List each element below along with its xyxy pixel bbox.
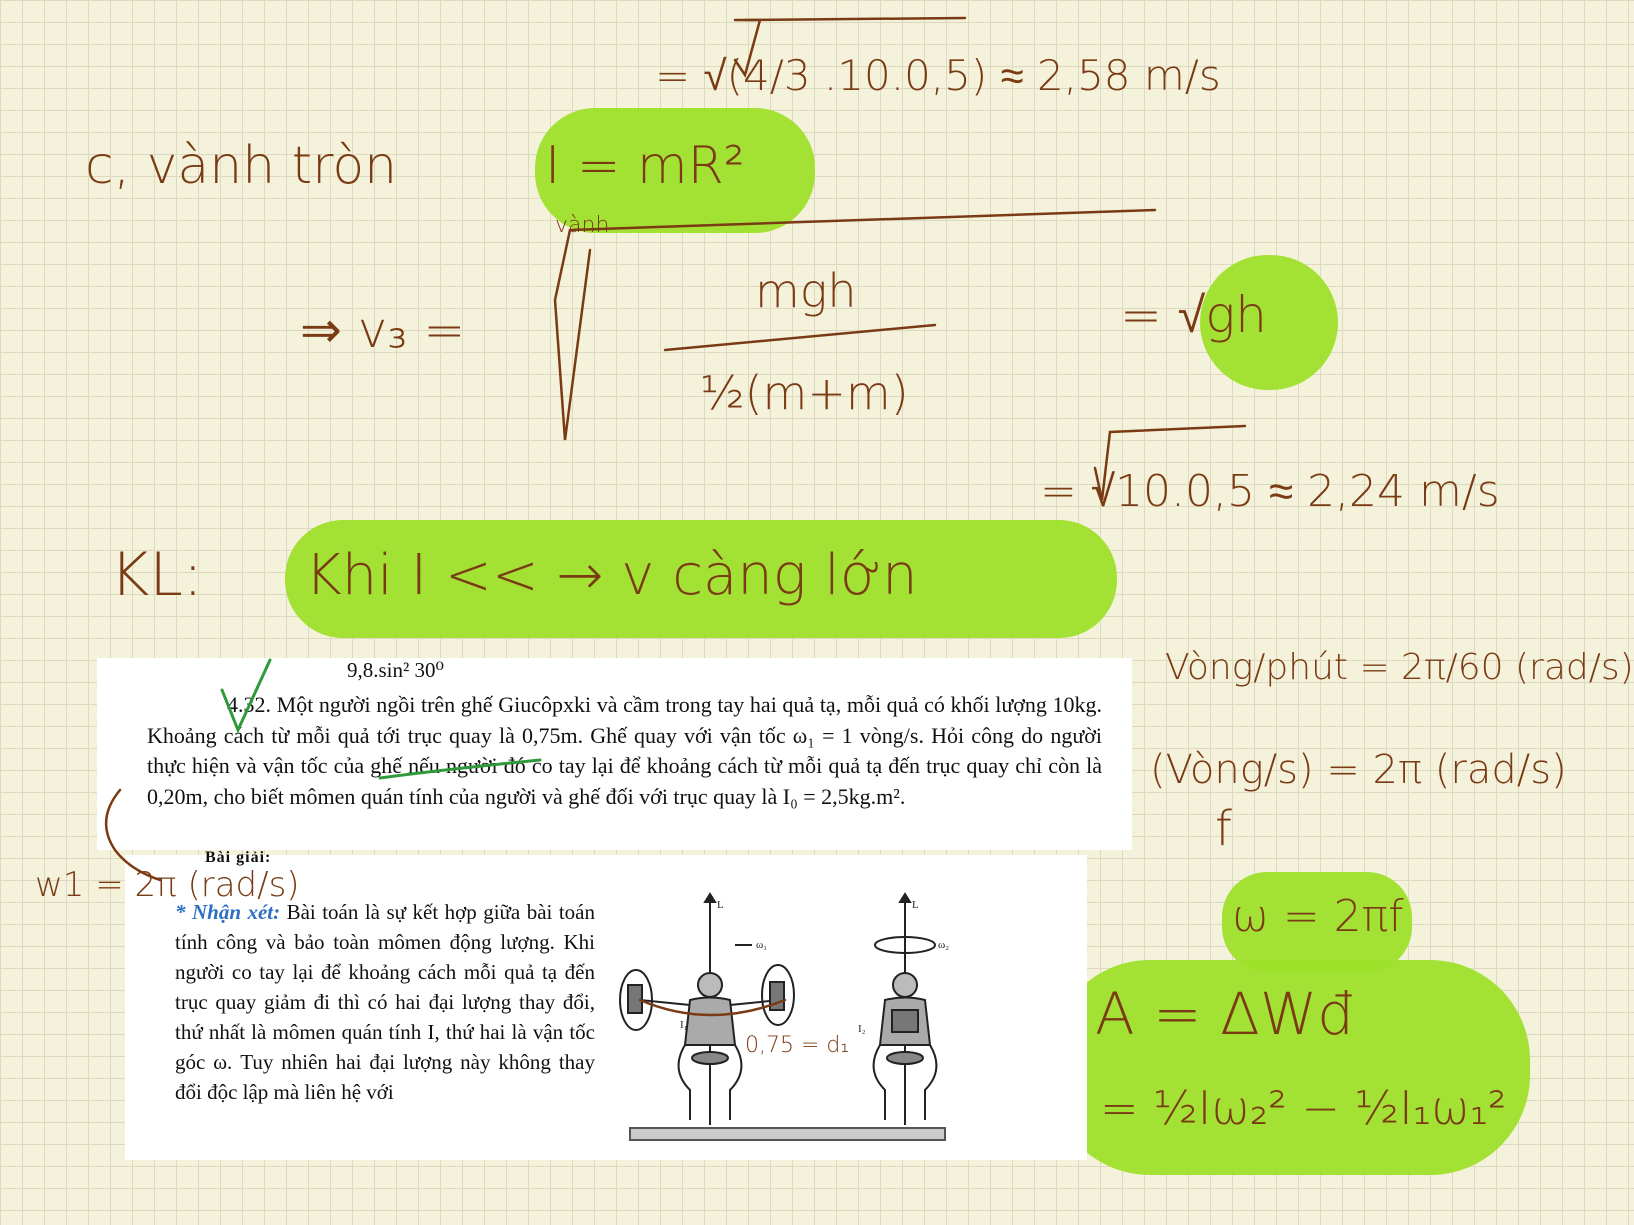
hw-frac-num: mgh — [755, 264, 857, 318]
fig-label-I1: I₁ — [680, 1019, 688, 1031]
fig-label-L1: L — [717, 899, 724, 911]
hw-rim-formula: I = mR² — [545, 136, 745, 196]
hw-top-line: = √(4/3 .10.0,5) ≈ 2,58 m/s — [655, 51, 1221, 100]
fig-label-w1: ω₁ — [756, 939, 768, 951]
solution-cut-heading: Bài giải: — [205, 849, 272, 866]
problem-text: 4.32. Một người ngồi trên ghế Giucôpxki và cầm trong tay hai quả tạ, mỗi quả có khối lượng 10kg. Khoảng cách từ mỗi quả tới trục quay là 0,75m. Ghế quay với vận tốc ω₁ = 1 vòng/s. Hỏi công do người thực hiện và vận tốc của ghế nếu người đó co tay lại để khoảng cách từ mỗi quả tạ đến trục quay chỉ còn là 0,20m, cho biết mômen quán tính của người và ghế đối với trục quay là I₀ = 2,5kg.m². — [147, 692, 1102, 809]
hw-sqrt-num: = √10.0,5 ≈ 2,24 m/s — [1040, 466, 1500, 517]
hw-rim-subscript: vành — [555, 213, 610, 238]
hw-v3-label: ⇒ v₃ = — [300, 301, 466, 359]
hw-rim-label: c, vành tròn — [85, 136, 398, 196]
hw-vong-phut: Vòng/phút = 2π/60 (rad/s) — [1165, 647, 1634, 688]
fig-label-w2: ω₂ — [938, 939, 950, 951]
hw-frac-den: ½(m+m) — [700, 366, 909, 420]
solution-body: Bài toán là sự kết hợp giữa bài toán tính công và bảo toàn mômen động lượng. Khi người co tay lại để khoảng cách mỗi quả tạ đến trục quay giảm đi thì có hai đại lượng thay đổi, thứ nhất là mômen quán tính I, thứ hai là vận tốc góc ω. Tuy nhiên hai đại lượng này không thay đổi độc lập mà liên hệ với — [175, 900, 595, 1104]
hw-kl-text: Khi I << → v càng lớn — [305, 543, 918, 608]
hw-work-expand: = ½Iω₂² − ½I₁ω₁² — [1100, 1081, 1507, 1135]
fig-label-I2: I₂ — [858, 1023, 866, 1035]
hw-f-label: f — [1215, 801, 1232, 857]
hw-d1-label: 0,75 = d₁ — [745, 1033, 850, 1058]
fig-label-L2: L — [912, 899, 919, 911]
problem-cut-line: 9,8.sin² 30⁰ — [347, 658, 444, 682]
hw-kl-label: KL: — [110, 540, 203, 610]
hw-sqrt-gh: = √gh — [1120, 286, 1267, 344]
solution-label: * Nhận xét: — [175, 900, 281, 924]
hw-work-eq: A = ΔWđ — [1095, 980, 1354, 1048]
hw-vong-s: (Vòng/s) = 2π (rad/s) — [1150, 747, 1567, 793]
hw-omega-f: ω = 2πf — [1232, 891, 1404, 942]
hw-w1-eq: w1 = 2π (rad/s) — [35, 865, 300, 905]
